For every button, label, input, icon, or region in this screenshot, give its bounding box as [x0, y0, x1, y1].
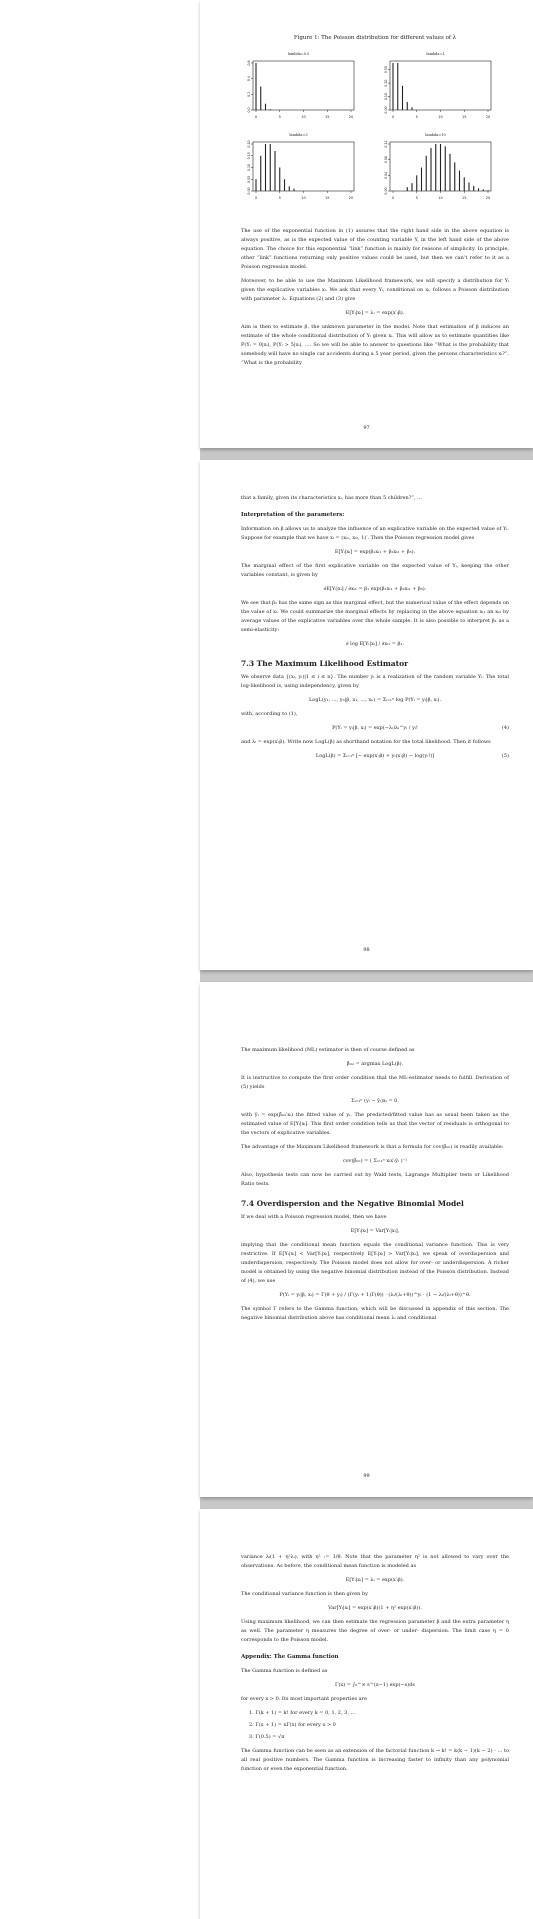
paragraph: The use of the exponential function in (1) assures that the right hand side in the above equation is always positive, as is the expected value of the counting variable Y, in the left hand side of the above equation. The choice for this exponential “link” function is mainly for reasons of simplicity. In principle, other “link” functions returning only positive values could be used, but then we can’t refer to it as a Poisson regression model. — [241, 228, 509, 270]
x-tick-label: 10 — [438, 196, 443, 200]
document-page-97 — [200, 0, 533, 448]
section-heading: Interpretation of the parameters: — [241, 512, 345, 518]
equation-5 — [241, 752, 509, 761]
plot-svg-0 — [241, 58, 356, 120]
y-tick-label: 0.05 — [247, 175, 251, 183]
paragraph: The Gamma function is defined as — [241, 1668, 328, 1674]
figure-caption: Figure 1: The Poisson distribution for different values of λ — [293, 35, 457, 41]
document-page-98 — [200, 460, 533, 970]
x-tick-label: 15 — [462, 115, 467, 119]
page-number: 99 — [363, 1473, 370, 1479]
equation-text: LogL(β) = Σᵢ₌₁ⁿ [− exp(x′ᵢβ) + yᵢ(x′ᵢβ) − log(yᵢ!)] — [315, 753, 435, 759]
sidebar-blank — [0, 0, 200, 1919]
paragraph: for every x > 0. Its most important properties are — [241, 1696, 367, 1702]
x-tick-label: 5 — [415, 115, 418, 119]
x-tick-label: 20 — [348, 196, 354, 200]
paragraph: implying that the conditional mean function equals the conditional variance function. This is very restrictive. If E[Yᵢ|xᵢ] < Var[Yᵢ|xᵢ], respectively E[Yᵢ|xᵢ] > Var[Yᵢ|xᵢ], we speak of overdispersion and underdispersion, respectively. The Poisson model does not allow for over- or underdispersion. A richer model is obtained by using the negative binomial distribution instead of the Poisson distribution. Instead of (4), we use — [241, 1242, 509, 1284]
y-tick-label: 0.15 — [247, 152, 251, 160]
equation: E[Yᵢ|xᵢ] = Var[Yᵢ|xᵢ], — [350, 1228, 400, 1234]
paragraph: with, according to (1), — [241, 711, 298, 717]
x-tick-label: 15 — [325, 115, 330, 119]
plot-frame — [253, 61, 354, 110]
plot-svg-1 — [378, 58, 493, 120]
paragraph: that a family, given its characteristics xᵢ, has more than 5 children?”, ... — [241, 495, 422, 501]
x-tick-label: 20 — [485, 115, 491, 119]
equation: E[Yᵢ|xᵢ] = exp(β₁xᵢ₁ + β₂xᵢ₂ + β₃). — [334, 549, 416, 555]
plot-svg-2 — [241, 139, 356, 201]
list-item: 3. Γ(0.5) = √π — [249, 1734, 285, 1740]
y-tick-label: 0.10 — [247, 163, 251, 172]
equation: P(Yᵢ = yᵢ|β, xᵢ) = Γ(θ + yᵢ) / (Γ(yᵢ + 1)Γ(θ)) · (λᵢ/(λᵢ+θ))^yᵢ · (1 − λᵢ/(λᵢ+θ))^θ. — [279, 1292, 471, 1298]
y-tick-label: 0.00 — [247, 187, 251, 195]
equation: LogL(y₁, ..., yₙ|β, x₁, ..., xₙ) = Σᵢ₌₁ⁿ log P(Yᵢ = yᵢ|β, xᵢ). — [308, 697, 442, 703]
equation: cov(β̂ₘₗ) = ( Σᵢ₌₁ⁿ xᵢx′ᵢŷᵢ )⁻¹ — [342, 1158, 408, 1164]
y-tick-label: 0.12 — [384, 140, 388, 148]
paragraph: Information on β allows us to analyze the influence of an explicative variable on the expected value of Yᵢ. Suppose for example that we have xᵢ = (xᵢ₁, xᵢ₂, 1)′. Then the Poisson regression model gives — [241, 526, 509, 541]
y-tick-label: 0.4 — [247, 76, 251, 82]
paragraph: The Gamma function can be seen as an extension of the factorial function k → k! = k(k − 1)(k − 2) · ... to all real positive numbers. The Gamma function is increasing faster to infinity than any polynomial function or even the exponential function. — [241, 1748, 509, 1772]
property-list — [241, 1709, 509, 1742]
list-item: 2. Γ(x + 1) = xΓ(x) for every x > 0 — [249, 1722, 336, 1728]
equation: ∂ log E[Yᵢ|xᵢ] / ∂xᵢ₁ = β₁. — [345, 641, 405, 647]
y-tick-label: 0.20 — [247, 140, 251, 148]
paragraph: Also, hypothesis tests can now be carried out by Wald tests, Lagrange Multiplier tests or Likelihood Ratio tests. — [241, 1172, 509, 1187]
plot-svg-3 — [378, 139, 493, 201]
x-tick-label: 5 — [278, 115, 281, 119]
paragraph: If we deal with a Poisson regression model, then we have — [241, 1214, 387, 1220]
x-tick-label: 0 — [254, 115, 258, 119]
equation: Var[Yᵢ|xᵢ] = exp(x′ᵢβ)(1 + η² exp(x′ᵢβ)). — [328, 1605, 422, 1611]
paragraph: Moreover, to be able to use the Maximum Likelihood framework, we will specify a distribution for Yᵢ given the explicative variables xᵢ. We ask that every Yᵢ, conditional on xᵢ, follows a Poisson distribution with parameter λᵢ. Equations (2) and (3) give — [241, 278, 509, 302]
paragraph: We see that β₁ has the same sign as this marginal effect, but the numerical value of the effect depends on the value of xᵢ. We could summarize the marginal effects by replacing in the above equation xᵢ₁ an xᵢ₂ by average values of the explicative variables over the whole sample. It is also possible to interpret β₁ as a semi-elasticity: — [241, 600, 509, 633]
figure-poisson-plots — [241, 43, 509, 203]
section-heading: 7.4 Overdispersion and the Negative Binomial Model — [241, 1199, 464, 1208]
equation: ∂E[Yᵢ|xᵢ] / ∂xᵢ₁ = β₁ exp(β₁xᵢ₁ + β₂xᵢ₂ + β₃). — [323, 586, 427, 592]
list-item: 1. Γ(k + 1) = k! for every k = 0, 1, 2, 3, ... — [249, 1710, 356, 1716]
page-number: 98 — [363, 947, 370, 953]
paragraph: The conditional variance function is then given by — [241, 1591, 368, 1597]
y-tick-label: 0.6 — [247, 60, 251, 66]
document-page-100 — [200, 1509, 533, 1919]
paragraph: The marginal effect of the first explicative variable on the expected value of Yᵢ, keeping the other variables constant, is given by — [241, 563, 509, 578]
equation-number: (5) — [501, 753, 509, 759]
y-tick-label: 0.2 — [247, 91, 251, 97]
plot-title: lambda=1 — [426, 52, 445, 56]
x-tick-label: 0 — [254, 196, 258, 200]
y-tick-label: 0.00 — [384, 106, 388, 114]
plot-frame — [253, 142, 354, 191]
x-tick-label: 20 — [348, 115, 354, 119]
paragraph: and λᵢ = exp(x′ᵢβ). Write now LogL(β) as shorthand notation for the total likelihood. Then it follows — [241, 739, 491, 745]
paragraph: It is instructive to compute the first order condition that the ML-estimator needs to fulfill. Derivation of (5) yields — [241, 1075, 509, 1090]
equation: β̂ₘₗ = argmax LogL(β). — [346, 1061, 404, 1067]
x-tick-label: 20 — [485, 196, 491, 200]
section-heading: 7.3 The Maximum Likelihood Estimator — [241, 659, 409, 668]
paragraph: Aim is then to estimate β, the unknown parameter in the model. Note that estimation of β induces an estimate of the whole conditional distribution of Yᵢ given xᵢ. This will allow us to estimate quantities like P(Yᵢ = 0|xᵢ), P(Yᵢ > 5|xᵢ), .... So we will be able to answer to questions like “What is the probability that somebody will have no single car accidents during a 5 year period, given the persons characteristics xᵢ?”. “What is the probability — [241, 324, 510, 366]
paragraph: variance λᵢ(1 + η²λᵢ), with η² := 1/θ. Note that the parameter η² is not allowed to vary over the observations. As before, the conditional mean function is modeled as — [241, 1554, 509, 1569]
y-tick-label: 0.10 — [384, 93, 388, 101]
y-tick-label: 0.00 — [384, 187, 388, 195]
x-tick-label: 15 — [462, 196, 467, 200]
paragraph: with ŷᵢ = exp(β̂ₘₗ′xᵢ) the fitted value of yᵢ. The predicted/fitted value has as usual been taken as the estimated value of E[Yᵢ|xᵢ]. This first order condition tells us that the vector of residuals is orthogonal to the vectors of explicative variables. — [241, 1112, 509, 1136]
document-page-99 — [200, 982, 533, 1497]
x-tick-label: 5 — [415, 196, 418, 200]
x-tick-label: 15 — [325, 196, 330, 200]
plot-title: lambda=10 — [425, 133, 446, 137]
paragraph: We observe data {(xᵢ, yᵢ)|1 ≤ i ≤ n}. The number yᵢ is a realization of the random variable Yᵢ. The total log-likelihood is, using independency, given by — [241, 674, 509, 689]
paragraph: The symbol Γ refers to the Gamma function, which will be discussed in appendix of this section. The negative binomial distribution above has conditional mean λᵢ and conditional — [241, 1306, 509, 1321]
plot-frame — [390, 61, 491, 110]
paragraph: Using maximum likelihood, we can then estimate the regression parameter β and the extra parameter η as well. The parameter η measures the degree of over- or under- dispersion. The limit case η = 0 corresponds to the Poisson model. — [241, 1619, 509, 1643]
y-tick-label: 0.04 — [384, 171, 388, 179]
y-tick-label: 0.08 — [384, 156, 388, 164]
equation: Σᵢ₌₁ⁿ (yᵢ − ŷᵢ)xᵢ = 0. — [351, 1098, 399, 1104]
page-number: 97 — [363, 425, 370, 431]
x-tick-label: 0 — [391, 196, 395, 200]
equation-text: P(Yᵢ = yᵢ|β, xᵢ) = exp(−λᵢ)λᵢ^yᵢ / yᵢ! — [332, 725, 418, 731]
y-tick-label: 0.0 — [247, 107, 251, 113]
plot-lambda-0-5 — [241, 52, 356, 120]
equation: E[Yᵢ|xᵢ] = λᵢ = exp(x′ᵢβ). — [345, 310, 405, 316]
plot-lambda-3 — [241, 133, 356, 201]
plot-lambda-1 — [378, 52, 493, 120]
equation-number: (4) — [501, 725, 509, 731]
equation: E[Yᵢ|xᵢ] = λᵢ = exp(x′ᵢβ). — [345, 1577, 405, 1583]
y-tick-label: 0.30 — [384, 66, 388, 74]
equation: Γ(x) = ∫₀^∞ s^(x−1) exp(−s)ds — [335, 1682, 415, 1688]
plot-lambda-10 — [378, 133, 493, 201]
plot-title: lambda=0.5 — [287, 52, 310, 56]
x-tick-label: 10 — [301, 115, 306, 119]
plot-title: lambda=3 — [289, 133, 308, 137]
x-tick-label: 0 — [391, 115, 395, 119]
x-tick-label: 5 — [278, 196, 281, 200]
x-tick-label: 10 — [301, 196, 306, 200]
paragraph: The maximum likelihood (ML) estimator is then of course defined as — [241, 1047, 415, 1053]
paragraph: The advantage of the Maximum Likelihood framework is that a formula for cov(β̂ₘₗ) is readily available: — [241, 1144, 504, 1150]
x-tick-label: 10 — [438, 115, 443, 119]
equation-4 — [241, 724, 509, 733]
section-heading: Appendix: The Gamma function — [241, 1654, 339, 1660]
y-tick-label: 0.20 — [384, 79, 388, 87]
